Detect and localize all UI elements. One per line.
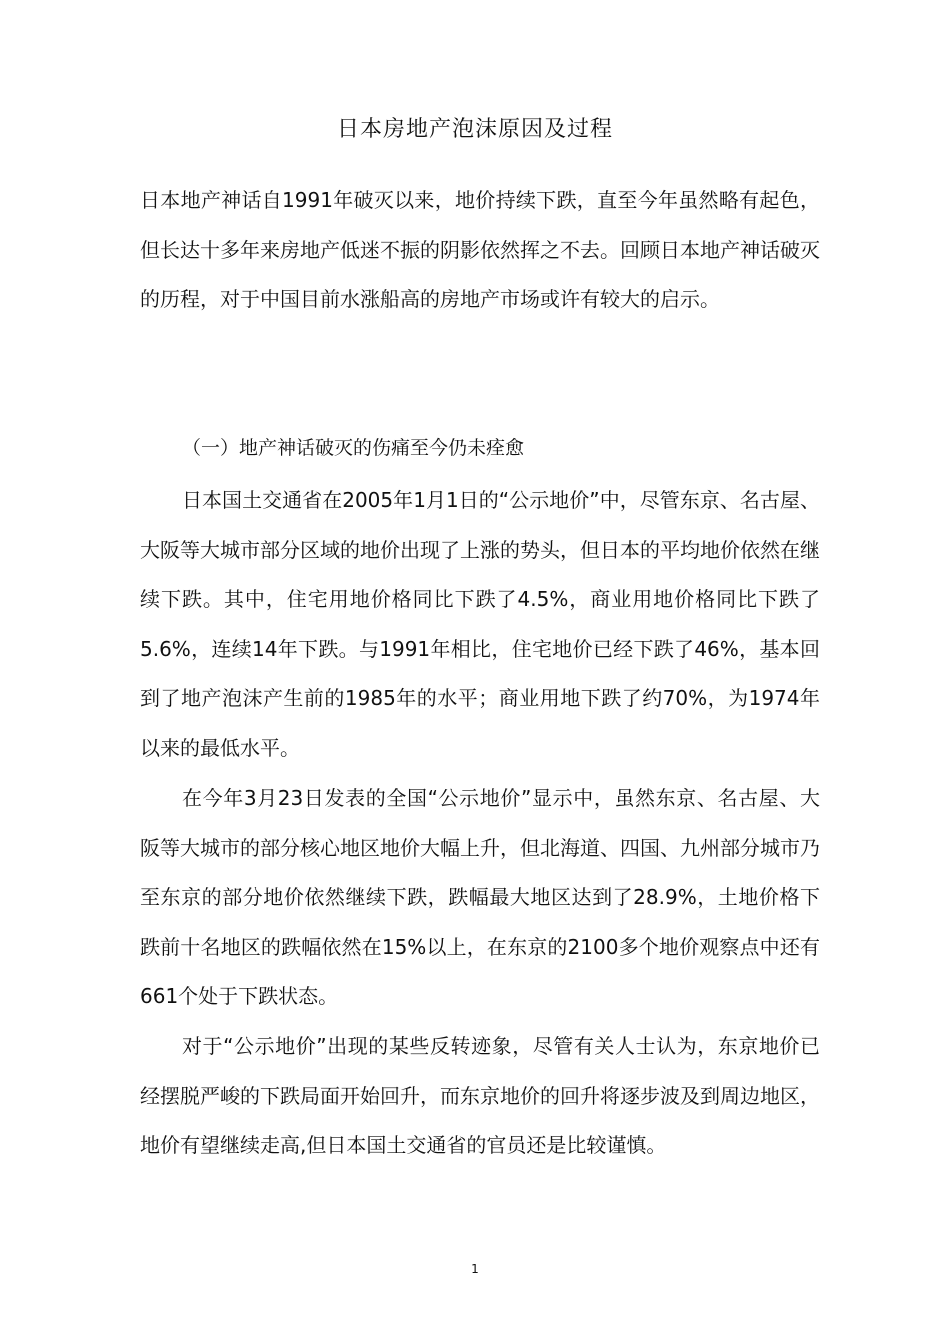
intro-paragraph: 日本地产神话自1991年破灭以来，地价持续下跌，直至今年虽然略有起色，但长达十多年来房地产低迷不振的阴影依然挥之不去。回顾日本地产神话破灭的历程，对于中国目前水涨船高的房地产市场或许有较大的启示。: [140, 188, 820, 311]
body-paragraph-2: 在今年3月23日发表的全国“公示地价”显示中，虽然东京、名古屋、大阪等大城市的部分核心地区地价大幅上升，但北海道、四国、九州部分城市乃至东京的部分地价依然继续下跌，跌幅最大地区达到了28.9%，土地价格下跌前十名地区的跌幅依然在15%以上，在东京的2100多个地价观察点中还有661个处于下跌状态。: [140, 786, 820, 1008]
body-paragraph-3: 对于“公示地价”出现的某些反转迹象，尽管有关人士认为，东京地价已经摆脱严峻的下跌局面开始回升，而东京地价的回升将逐步波及到周边地区，地价有望继续走高,但日本国土交通省的官员还是比较谨慎。: [140, 1034, 820, 1157]
section-heading: （一）地产神话破灭的伤痛至今仍未痊愈: [182, 437, 525, 459]
document-title: 日本房地产泡沫原因及过程: [336, 117, 613, 142]
body-paragraph-1: 日本国土交通省在2005年1月1日的“公示地价”中，尽管东京、名古屋、大阪等大城市部分区域的地价出现了上涨的势头，但日本的平均地价依然在继续下跌。其中，住宅用地价格同比下跌了4.5%，商业用地价格同比下跌了5.6%，连续14年下跌。与1991年相比，住宅地价已经下跌了46%，基本回到了地产泡沫产生前的1985年的水平；商业用地下跌了约70%，为1974年以来的最低水平。: [140, 488, 820, 760]
page-number: 1: [471, 1262, 479, 1276]
